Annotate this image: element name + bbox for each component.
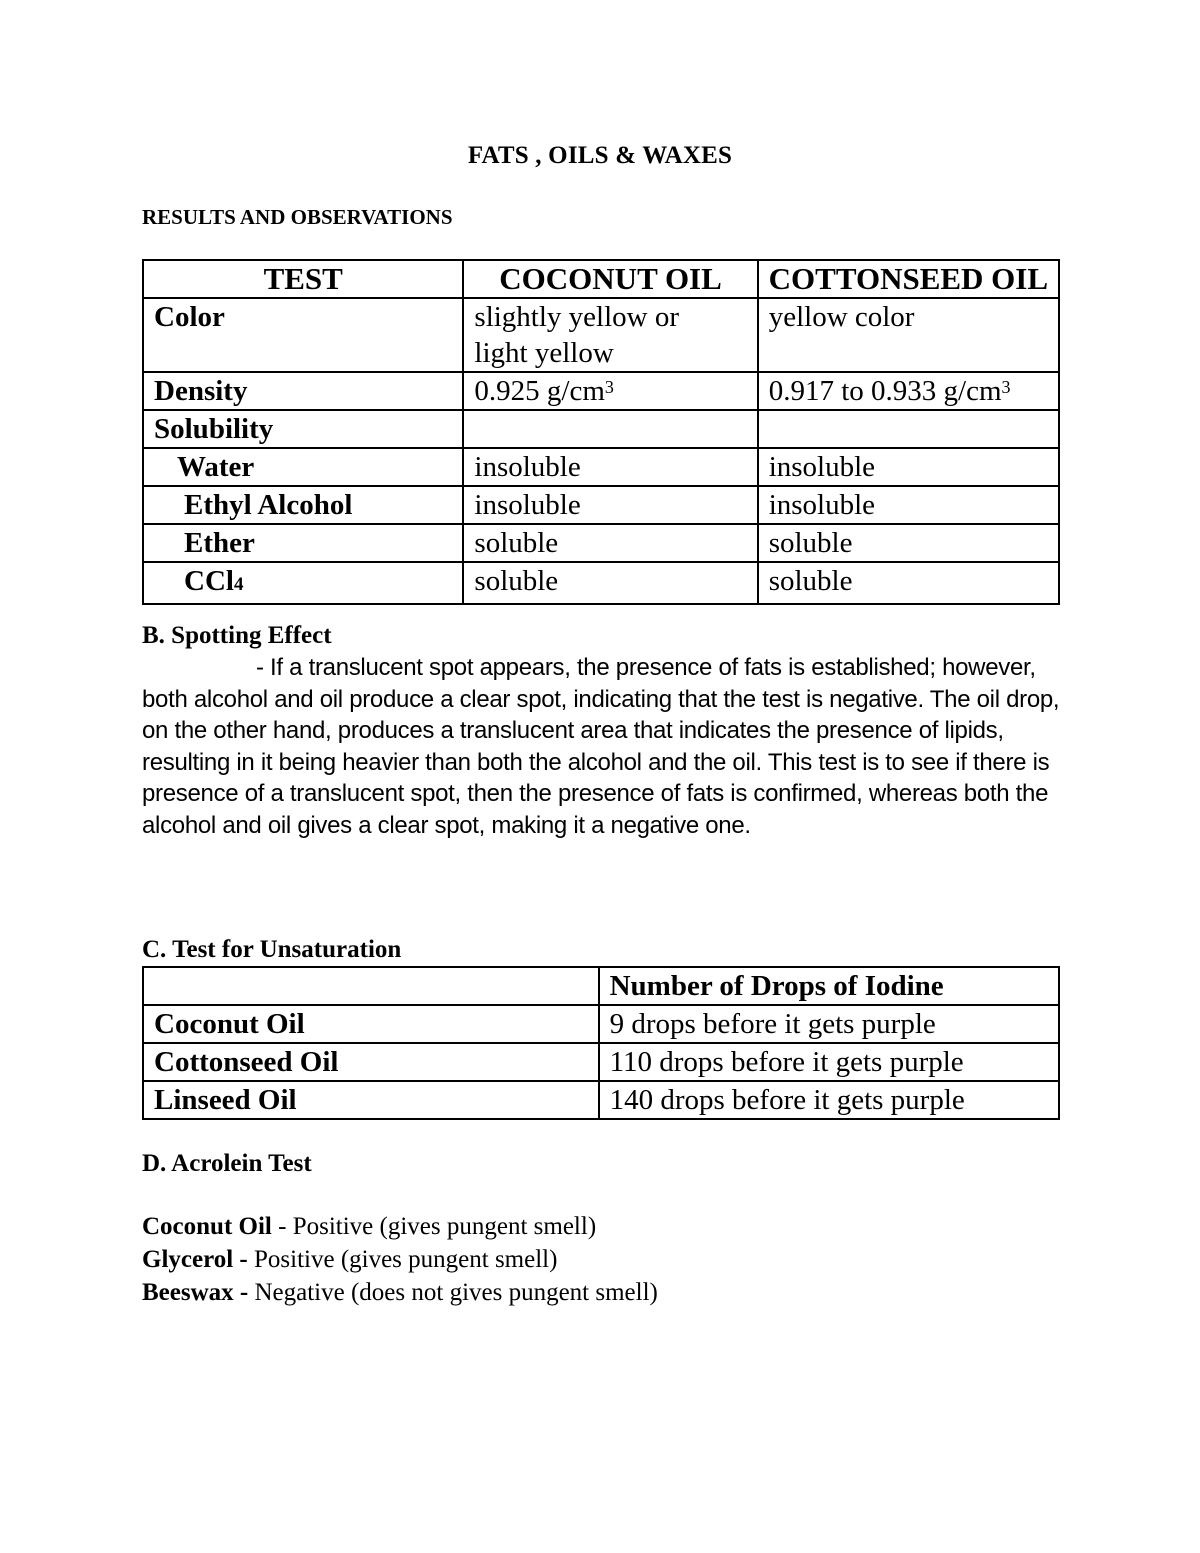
density-coconut-value: 0.925 g/cm	[474, 375, 605, 407]
density-cottonseed-value: 0.917 to 0.933 g/cm	[768, 375, 1002, 407]
solubility-coconut-empty	[463, 410, 757, 448]
acrolein-result: Positive (gives pungent smell)	[292, 1213, 597, 1240]
water-coconut: insoluble	[463, 448, 757, 486]
header-coconut-oil: COCONUT OIL	[463, 260, 757, 298]
row-label-density: Density	[143, 372, 463, 410]
table-row-solubility	[143, 410, 1059, 448]
unsat-result: 140 drops before it gets purple	[599, 1081, 1059, 1119]
table-row	[143, 1081, 1059, 1119]
unsat-oil: Cottonseed Oil	[143, 1043, 599, 1081]
spotting-text: - If a translucent spot appears, the presence of fats is established; however, both alcohol and oil produce a clear spot, indicating that the test is negative. The oil drop, on the other hand, produces a translucent area that indicates the presence of lipids, resulting in it being heavier than both the alcohol and the oil. This test is to see if there is presence of a translucent spot, then the presence of fats is confirmed, whereas both the alcohol and oil gives a clear spot, making it a negative one.	[142, 654, 1060, 839]
table-row-ethyl-alcohol	[143, 486, 1059, 524]
table-row-density	[143, 372, 1059, 410]
density-cottonseed-exponent: 3	[1001, 377, 1011, 397]
row-label-color: Color	[143, 298, 463, 372]
ccl4-subscript: 4	[233, 574, 244, 595]
table-row-ccl4	[143, 562, 1059, 604]
solubility-cottonseed-empty	[758, 410, 1059, 448]
density-coconut-exponent: 3	[604, 377, 614, 397]
table-header-row	[143, 260, 1059, 298]
unsat-header-blank	[143, 967, 599, 1005]
table-row-ether	[143, 524, 1059, 562]
unsat-header-row	[143, 967, 1059, 1005]
density-cottonseed	[758, 372, 1059, 410]
ether-coconut: soluble	[463, 524, 757, 562]
unsaturation-table	[142, 966, 1060, 1120]
unsat-result: 110 drops before it gets purple	[599, 1043, 1059, 1081]
unsat-oil: Linseed Oil	[143, 1081, 599, 1119]
table-row-water	[143, 448, 1059, 486]
unsaturation-heading: C. Test for Unsaturation	[142, 936, 402, 963]
ethyl-coconut: insoluble	[463, 486, 757, 524]
table-row	[143, 1005, 1059, 1043]
unsat-result: 9 drops before it gets purple	[599, 1005, 1059, 1043]
header-cottonseed-oil: COTTONSEED OIL	[758, 260, 1059, 298]
acrolein-list	[142, 1210, 658, 1309]
ccl4-cottonseed: soluble	[758, 562, 1059, 604]
unsat-header-iodine: Number of Drops of Iodine	[599, 967, 1059, 1005]
row-label-ccl4	[143, 562, 463, 604]
ccl4-coconut: soluble	[463, 562, 757, 604]
row-label-ether: Ether	[143, 524, 463, 562]
color-coconut-line2: light yellow	[474, 337, 614, 369]
density-coconut	[463, 372, 757, 410]
results-table	[142, 259, 1060, 605]
color-coconut-line1: slightly yellow or	[474, 301, 680, 333]
spotting-heading: B. Spotting Effect	[142, 622, 332, 649]
color-coconut	[463, 298, 757, 372]
ccl4-label: CCl	[184, 565, 234, 597]
ethyl-cottonseed: insoluble	[758, 486, 1059, 524]
acrolein-name: Glycerol -	[142, 1246, 248, 1273]
page-title: FATS , OILS & WAXES	[467, 142, 733, 169]
header-test: TEST	[143, 260, 463, 298]
row-label-ethyl-alcohol: Ethyl Alcohol	[143, 486, 463, 524]
spotting-paragraph	[142, 652, 1062, 841]
table-row	[143, 1043, 1059, 1081]
acrolein-result: Negative (does not gives pungent smell)	[254, 1279, 658, 1306]
results-heading: RESULTS AND OBSERVATIONS	[142, 205, 453, 229]
acrolein-heading: D. Acrolein Test	[142, 1150, 312, 1177]
acrolein-result: Positive (gives pungent smell)	[254, 1246, 558, 1273]
row-label-solubility: Solubility	[143, 410, 463, 448]
ether-cottonseed: soluble	[758, 524, 1059, 562]
color-cottonseed: yellow color	[758, 298, 1059, 372]
list-item	[142, 1243, 658, 1276]
table-row-color	[143, 298, 1059, 372]
acrolein-name: Beeswax -	[142, 1279, 249, 1306]
unsat-oil: Coconut Oil	[143, 1005, 599, 1043]
acrolein-name: Coconut Oil	[142, 1213, 272, 1240]
row-label-water: Water	[143, 448, 463, 486]
list-item: Coconut Oil - Positive (gives pungent smell)	[142, 1213, 597, 1240]
water-cottonseed: insoluble	[758, 448, 1059, 486]
list-item	[142, 1276, 658, 1309]
